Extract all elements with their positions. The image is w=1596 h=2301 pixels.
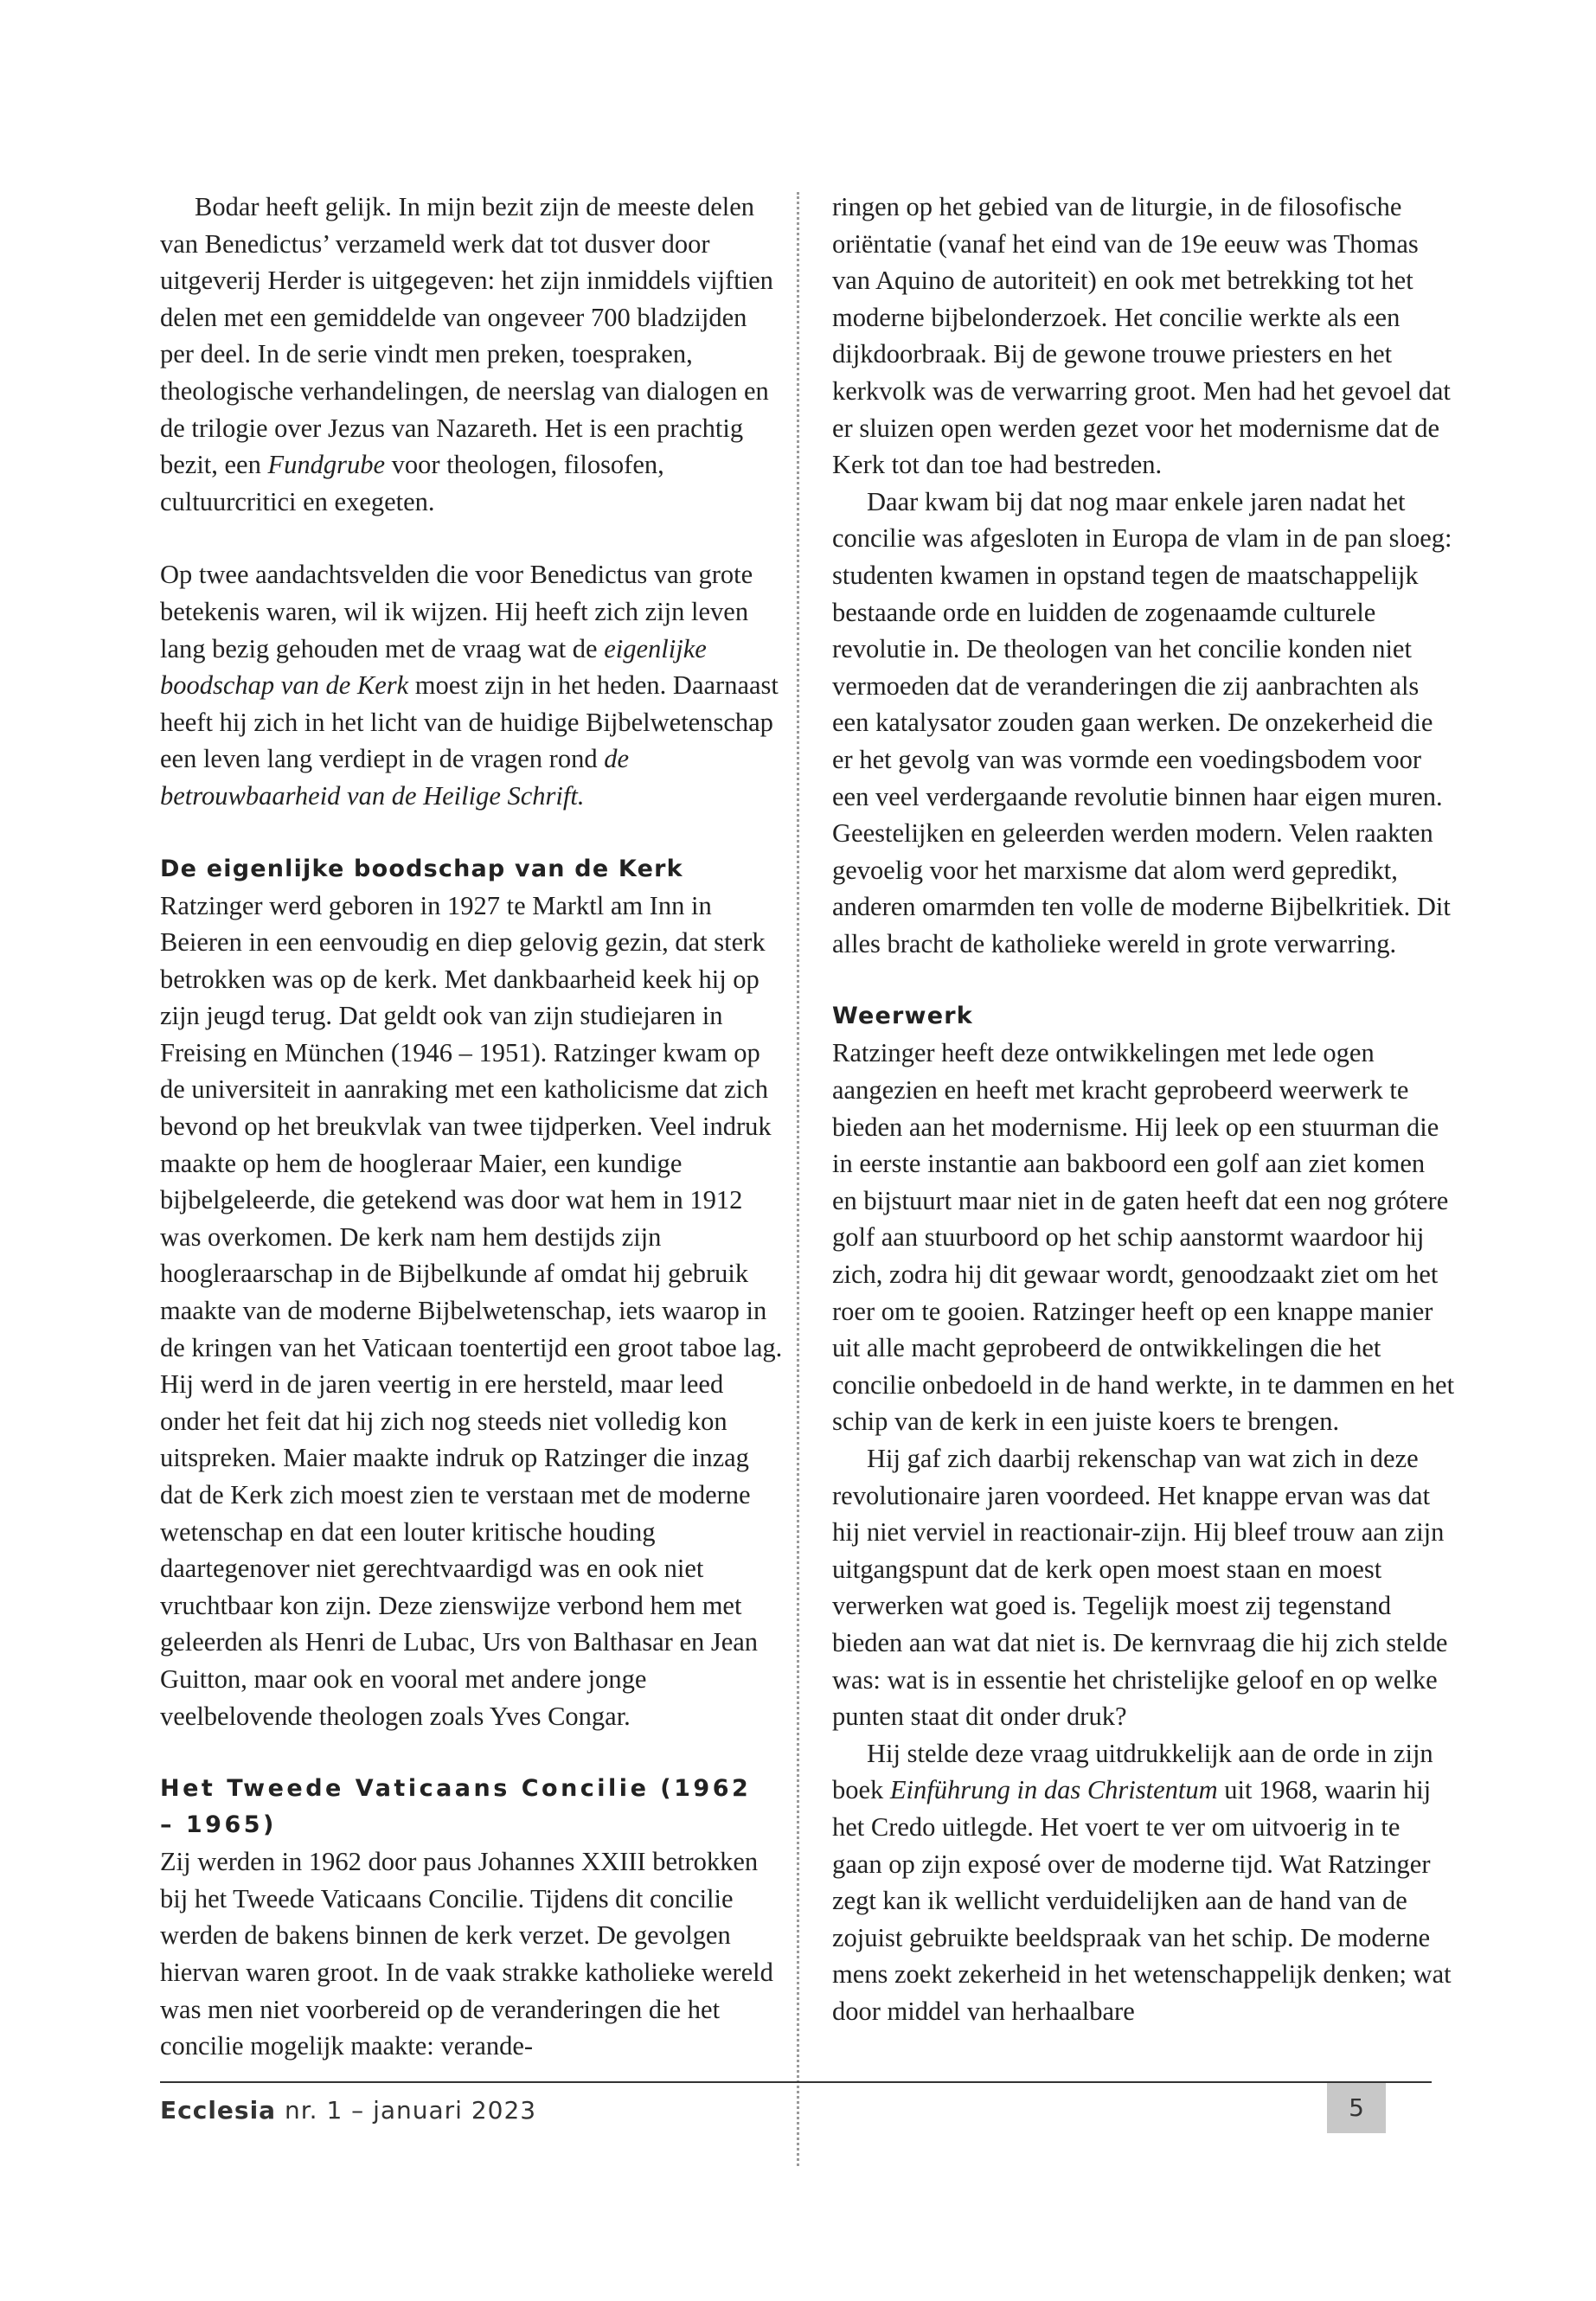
section-heading: De eigenlijke boodschap van de Kerk	[160, 855, 683, 882]
column-divider	[797, 192, 799, 2166]
paragraph: Ratzinger werd geboren in 1927 te Marktl am Inn in Beieren in een eenvoudig en diep gelovig gezin, dat sterk betrokken was op de kerk. Met dankbaarheid keek hij op zijn jeugd terug. Dat geldt ook van zijn studiejaren in Freising en München (1946 – 1951). Ratzinger kwam op de universiteit in aanraking met een katholicisme dat zich bevond op het breukvlak van twee tijdperken. Veel indruk maakte op hem de hoogleraar Maier, een kundige bijbelgeleerde, die getekend was door wat hem in 1912 was overkomen. De kerk nam hem destijds zijn hoogleraarschap in de Bijbelkunde af omdat hij gebruik maakte van de moderne Bijbelwetenschap, iets waarop in de kringen van het Vaticaan toentertijd een groot taboe lag. Hij werd in de jaren veertig in ere hersteld, maar leed onder het feit dat hij zich nog steeds niet volledig kon uitspreken. Maier maakte indruk op Ratzinger die inzag dat de Kerk zich moest zien te verstaan met de moderne wetenschap en dat een louter kritische houding daartegenover niet gerechtvaardigd was en ook niet vruchtbaar kon zijn. Deze zienswijze verbond hem met geleerden als Henri de Lubac, Urs von Balthasar en Jean Guitton, maar ook en vooral met andere jonge veelbelovende theologen zoals Yves Congar.	[160, 890, 783, 1731]
footer-rule	[160, 2081, 1432, 2083]
left-column	[160, 189, 783, 2065]
paragraph: Bodar heeft gelijk. In mijn bezit zijn de meeste delen van Benedictus’ verzameld werk dat tot dusver door uitgeverij Herder is uitgegeven: het zijn inmiddels vijftien delen met een gemiddelde van ongeveer 700 bladzijden per deel. In de serie vindt men preken, toespraken, theologische verhandelingen, de neerslag van dialogen en de trilogie over Jezus van Nazareth. Het is een prachtig bezit, een Fundgrube voor theologen, filosofen, cultuurcritici en exegeten.	[160, 192, 773, 516]
section-heading: Weerwerk	[832, 1003, 973, 1030]
paragraph: Op twee aandachtsvelden die voor Benedictus van grote betekenis waren, wil ik wijzen. Hij heeft zich zijn leven lang bezig gehouden met de vraag wat de eigenlijke boodschap van de Kerk moest zijn in het heden. Daarnaast heeft hij zich in het licht van de huidige Bijbelwetenschap een leven lang verdiept in de vragen rond de betrouwbaarheid van de Heilige Schrift.	[160, 560, 779, 811]
magazine-name: Ecclesia	[160, 2096, 277, 2125]
paragraph: Zij werden in 1962 door paus Johannes XXIII betrokken bij het Tweede Vaticaans Concilie. Tijdens dit concilie werden de bakens binnen de kerk verzet. De gevolgen hiervan waren groot. In de vaak strakke katholieke wereld was men niet voorbereid op de veranderingen die het concilie mogelijk maakte: verande-	[160, 1847, 773, 2061]
paragraph: Ratzinger heeft deze ontwikkelingen met lede ogen aangezien en heeft met kracht geprobeerd weerwerk te bieden aan het modernisme. Hij leek op een stuurman die in eerste instantie aan bakboord een golf aan ziet komen en bijstuurt maar niet in de gaten heeft dat een nog grótere golf aan stuurboord op het schip aanstormt waardoor hij zich, zodra hij dit gewaar wordt, genoodzaakt ziet om het roer om te gooien. Ratzinger heeft op een knappe manier uit alle macht geprobeerd de ontwikkelingen die het concilie onbedoeld in de hand werkte, in te dammen en het schip van de kerk in een juiste koers te brengen.	[832, 1038, 1455, 1437]
paragraph: Daar kwam bij dat nog maar enkele jaren nadat het concilie was afgesloten in Europa de vlam in de pan sloeg: studenten kwamen in opstand tegen de maatschappelijk bestaande orde en luidden de zogenaamde culturele revolutie in. De theologen van het concilie konden niet vermoeden dat de veranderingen die zij aanbrachten als een katalysator zouden gaan werken. De onzekerheid die er het gevolg van was vormde een voedingsbodem voor een veel verdergaande revolutie binnen haar eigen muren. Geestelijken en geleerden werden modern. Velen raakten gevoelig voor het marxisme dat alom werd gepredikt, anderen omarmden ten volle de moderne Bijbelkritiek. Dit alles bracht de katholieke wereld in grote verwarring.	[832, 486, 1452, 958]
paragraph: Hij gaf zich daarbij rekenschap van wat zich in deze revolutionaire jaren voordeed. Het knappe ervan was dat hij niet verviel in reactionair-zijn. Hij bleef trouw aan zijn uitgangspunt dat de kerk open moest staan en moest verwerken wat goed is. Tegelijk moest zij tegenstand bieden aan wat dat niet is. De kernvraag die hij zich stelde was: wat is in essentie het christelijke geloof en op welke punten staat dit onder druk?	[832, 1444, 1448, 1732]
section-heading: Het Tweede Vaticaans Concilie (1962 – 1965)	[160, 1775, 752, 1839]
footer	[160, 2086, 536, 2135]
page-number: 5	[1327, 2083, 1386, 2133]
right-column	[832, 189, 1455, 2030]
paragraph: ringen op het gebied van de liturgie, in de filosofische oriëntatie (vanaf het eind van de 19e eeuw was Thomas van Aquino de autoriteit) en ook met betrekking tot het moderne bijbelonderzoek. Het concilie werkte als een dijkdoorbraak. Bij de gewone trouwe priesters en het kerkvolk was de verwarring groot. Men had het gevoel dat er sluizen open werden gezet voor het modernisme dat de Kerk tot dan toe had bestreden.	[832, 192, 1451, 480]
issue-info: nr. 1 – januari 2023	[276, 2096, 537, 2125]
paragraph: Hij stelde deze vraag uitdrukkelijk aan de orde in zijn boek Einführung in das Christentum uit 1968, waarin hij het Credo uitlegde. Het voert te ver om uitvoerig in te gaan op zijn exposé over de moderne tijd. Wat Ratzinger zegt kan ik wellicht verduidelijken aan de hand van de zojuist gebruikte beeldspraak van het schip. De moderne mens zoekt zekerheid in het wetenschappelijk denken; wat door middel van herhaalbare	[832, 1738, 1452, 2026]
